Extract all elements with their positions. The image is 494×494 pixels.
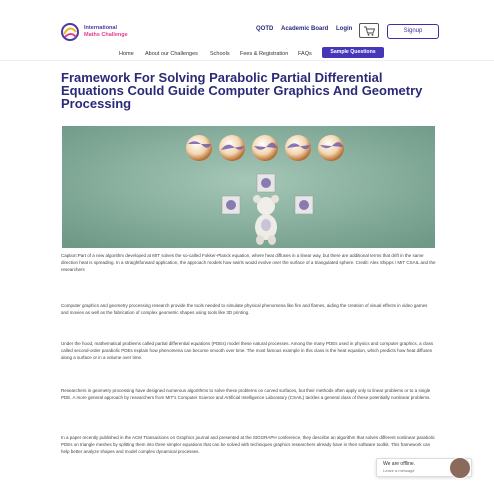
chat-avatar[interactable] bbox=[449, 457, 471, 479]
bear-model bbox=[253, 195, 279, 245]
nav-schools[interactable]: Schools bbox=[210, 51, 230, 57]
article-paragraph: Researchers in geometry processing have designed numerous algorithms to solve these problems on curved surfaces, but their methods often apply only to linear problems or to a single PDE. A more general approach by researchers from MIT's Computer Science and Artificial Intelligence Laboratory (CSAIL) tackles a general class of these potentially nonlinear problems. bbox=[61, 388, 431, 400]
main-nav bbox=[0, 48, 494, 62]
chat-prompt: Leave a message bbox=[383, 468, 415, 473]
nav-about-challenges[interactable]: About our Challenges bbox=[145, 51, 198, 57]
academic-board-link[interactable]: Academic Board bbox=[281, 26, 329, 32]
logo-text bbox=[84, 25, 128, 39]
chat-status: We are offline. bbox=[383, 461, 416, 467]
nav-fees-registration[interactable]: Fees & Registration bbox=[240, 51, 289, 57]
figure-caption: Caption:Part of a new algorithm developed at MIT solves the so-called Fokker-Planck equation, where heat diffuses in a linear way, but there are additional terms that drift in the same direction heat is spreading. In a straightforward application, the approach models how swirls would evolve over the surface of a triangulated sphere. Credit: Alex Shipps / MIT CSAIL and the researchers bbox=[61, 253, 436, 272]
nav-faqs[interactable]: FAQs bbox=[298, 51, 312, 57]
article-paragraph: Under the hood, mathematical problems called partial differential equations (PDEs) model these natural processes. Among the many PDEs used in physics and computer graphics, a class called second-order parabolic PDEs explain how phenomena can become smooth over time. The most famous example in this class is the heat equation, which predicts how heat diffuses along a surface or in a volume over time. bbox=[61, 341, 434, 360]
logo-icon bbox=[60, 22, 80, 42]
sample-questions-button[interactable]: Sample Questions bbox=[322, 47, 384, 58]
nav-home[interactable]: Home bbox=[119, 51, 134, 57]
signup-button[interactable]: Signup bbox=[387, 24, 439, 39]
login-link[interactable]: Login bbox=[336, 26, 353, 32]
fokker-planck-illustration bbox=[62, 126, 435, 248]
cart-button[interactable] bbox=[359, 23, 379, 38]
cart-icon bbox=[360, 24, 378, 37]
site-logo[interactable] bbox=[60, 22, 180, 44]
qotd-link[interactable]: QOTD bbox=[256, 26, 274, 32]
logo-line-2: Maths Challenge bbox=[84, 32, 128, 38]
logo-line-1: International bbox=[84, 25, 118, 31]
article-paragraph: Computer graphics and geometry processing research provide the tools needed to simulate physical phenomena like fire and flames, aiding the creation of visual effects in video games and movies as well as the fabrication of complex geometric shapes using tools like 3D printing. bbox=[61, 303, 428, 315]
article-paragraph: In a paper recently published in the ACM Transactions on Graphics journal and presented at the SIGGRAPH conference, they describe an algorithm that solves different nonlinear parabolic PDEs on triangle meshes by splitting them into three simpler equations that can be solved with techniques graphics researchers already have in their software toolkit. This framework can help better analyze shapes and model complex dynamical processes. bbox=[61, 435, 435, 454]
article-title: Framework For Solving Parabolic Partial Differential Equations Could Guide Computer Graphics And Geometry Processing bbox=[61, 70, 423, 111]
article-figure bbox=[62, 126, 435, 248]
